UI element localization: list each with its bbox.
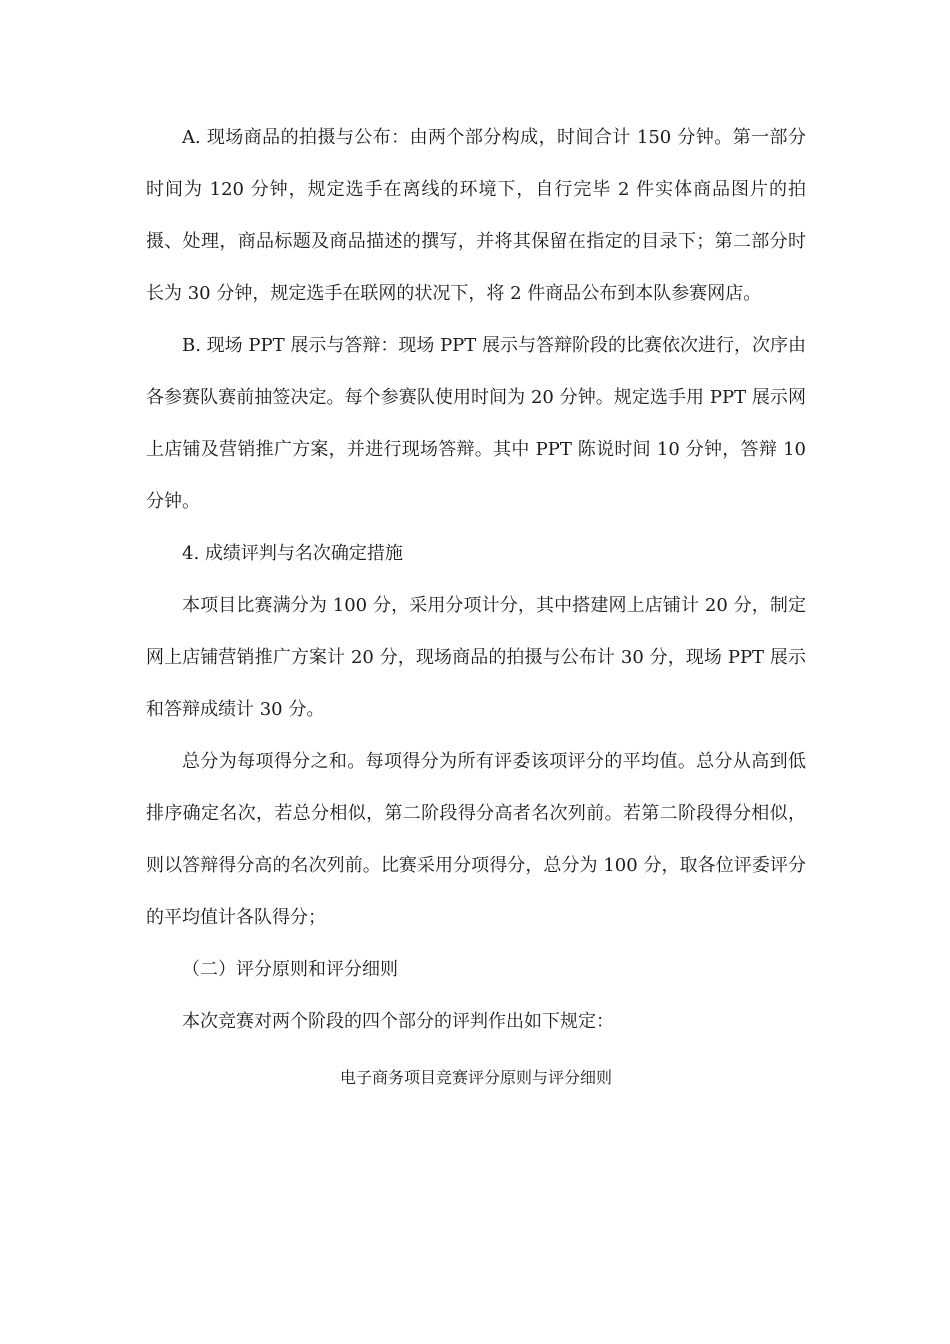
section-heading-scoring-principles: （二）评分原则和评分细则 — [182, 959, 398, 980]
paragraph-ranking-rule: 总分为每项得分之和。每项得分为所有评委该项评分的平均值。总分从高到低排序确定名次，若总分相似，第二阶段得分高者名次列前。若第二阶段得分相似，则以答辩得分高的名次列前。比赛采用分项得分，总分为 100 分，取各位评委评分的平均值计各队得分； — [146, 751, 806, 928]
table-caption: 电子商务项目竞赛评分原则与评分细则 — [339, 1068, 612, 1087]
document-body — [146, 112, 806, 1100]
paragraph-intro-rules: 本次竞赛对两个阶段的四个部分的评判作出如下规定： — [182, 1011, 614, 1032]
section-heading-scoring-methods: 4. 成绩评判与名次确定措施 — [182, 543, 403, 564]
paragraph-score-total: 本项目比赛满分为 100 分，采用分项计分，其中搭建网上店铺计 20 分，制定网上店铺营销推广方案计 20 分，现场商品的拍摄与公布计 30 分，现场 PPT 展示和答辩成绩计 30 分。 — [146, 595, 806, 720]
paragraph-part-a: A. 现场商品的拍摄与公布：由两个部分构成，时间合计 150 分钟。第一部分时间为 120 分钟，规定选手在离线的环境下，自行完毕 2 件实体商品图片的拍摄、处理，商品标题及商品描述的撰写，并将其保留在指定的目录下；第二部分时长为 30 分钟，规定选手在联网的状况下，将 2 件商品公布到本队参赛网店。 — [146, 127, 806, 304]
paragraph-part-b: B. 现场 PPT 展示与答辩：现场 PPT 展示与答辩阶段的比赛依次进行，次序由各参赛队赛前抽签决定。每个参赛队使用时间为 20 分钟。规定选手用 PPT 展示网上店铺及营销推广方案，并进行现场答辩。其中 PPT 陈说时间 10 分钟，答辩 10 分钟。 — [146, 335, 807, 512]
